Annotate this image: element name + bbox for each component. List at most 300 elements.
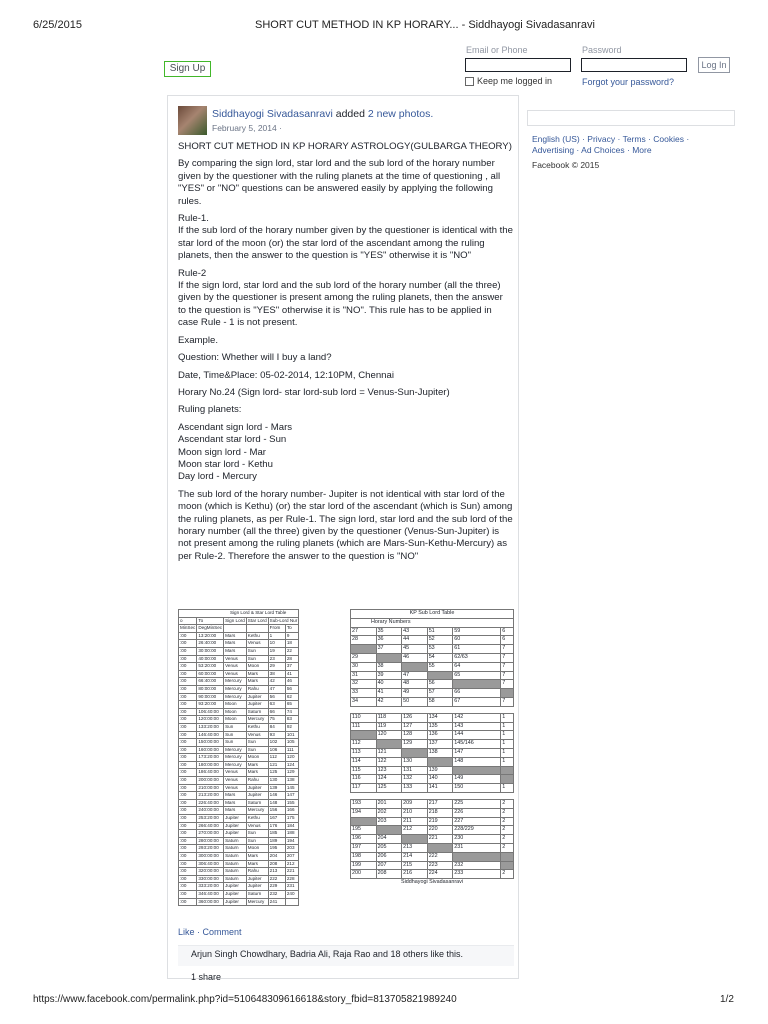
table-row	[179, 784, 299, 792]
table-cell: 58	[427, 697, 453, 706]
table-cell: 185	[268, 830, 285, 838]
table-cell: 204	[376, 835, 402, 844]
table-cell: Mars	[224, 807, 247, 815]
table-row	[351, 680, 514, 689]
table-cell: 147	[453, 748, 501, 757]
forgot-password-link[interactable]: Forgot your password?	[582, 77, 675, 87]
table-cell	[501, 706, 514, 713]
table-cell: 226:40:00	[197, 799, 224, 807]
table-cell: 123	[376, 766, 402, 775]
table-cell: Saturn	[224, 875, 247, 883]
table-cell: 56	[285, 685, 298, 693]
table-cell: 1	[501, 740, 514, 749]
table-cell	[453, 792, 501, 799]
table-cell: 150:00:00	[197, 739, 224, 747]
table-cell: Jupiter	[224, 830, 247, 838]
share-count[interactable]: 1 share	[191, 972, 222, 982]
table-cell: Mars	[246, 769, 268, 777]
table-row	[351, 653, 514, 662]
post-date[interactable]: February 5, 2014 ·	[212, 123, 282, 133]
table-cell: :00	[179, 853, 197, 861]
table-cell: 60	[453, 636, 501, 645]
table-cell: 30:00:00	[197, 647, 224, 655]
table-cell: 37	[285, 663, 298, 671]
table-cell: Mars	[224, 632, 247, 640]
table-cell: 62	[285, 693, 298, 701]
table-cell: 209	[402, 799, 428, 808]
table-cell: 33	[351, 689, 377, 698]
table-cell: 233	[453, 870, 501, 879]
table-cell: 220	[427, 826, 453, 835]
table-cell: 213	[268, 868, 285, 876]
table-cell: 40:00:00	[197, 655, 224, 663]
table-row	[179, 837, 299, 845]
table-row	[351, 870, 514, 879]
table-cell: :00	[179, 701, 197, 709]
table-cell: 59	[453, 627, 501, 636]
table-row	[179, 875, 299, 883]
table-cell: 270:00:00	[197, 830, 224, 838]
table-cell: 1	[501, 748, 514, 757]
post-header	[212, 108, 433, 120]
table-cell: 2	[501, 799, 514, 808]
table-cell: 232	[268, 890, 285, 898]
table-title-row	[351, 610, 514, 619]
table-cell: 228	[285, 875, 298, 883]
table-cell: 193	[351, 799, 377, 808]
table-cell: :00	[179, 769, 197, 777]
table-cell: 41	[376, 689, 402, 698]
table-row	[351, 740, 514, 749]
table-cell: 208	[268, 860, 285, 868]
table-cell: 9	[285, 632, 298, 640]
table-cell: 40	[376, 680, 402, 689]
table-cell: 198	[351, 852, 377, 861]
table-cell: 29	[351, 653, 377, 662]
table-cell: :00	[179, 822, 197, 830]
print-title: SHORT CUT METHOD IN KP HORARY... - Siddhayogi Sivadasanravi	[255, 19, 595, 31]
table-cell: 7	[501, 680, 514, 689]
footer-link-more[interactable]: More	[632, 145, 652, 155]
table-cell: 28	[351, 636, 377, 645]
table-cell: 137	[427, 740, 453, 749]
table-cell	[501, 792, 514, 799]
table-cell: 143	[453, 722, 501, 731]
table-cell: 30	[351, 662, 377, 671]
table-row	[179, 792, 299, 800]
table-row	[179, 830, 299, 838]
table-cell: 167	[268, 815, 285, 823]
table-cell: 116	[351, 775, 377, 784]
table-cell: 166	[285, 807, 298, 815]
footer-links: English (US) · Privacy · Terms · Cookies · Advertising · Ad Choices · More Facebook © 2015	[532, 134, 732, 171]
table-cell: :00	[179, 655, 197, 663]
table-cell: Kethu	[246, 723, 268, 731]
footer-link-privacy[interactable]: Privacy	[587, 134, 616, 144]
table-cell: 360:00:00	[197, 898, 224, 906]
table-cell: :00	[179, 731, 197, 739]
table-header-cell	[246, 625, 268, 633]
table-cell: Jupiter	[224, 898, 247, 906]
table-cell: 280:00:00	[197, 837, 224, 845]
table-cell: 117	[351, 784, 377, 793]
table-cell: 222	[268, 875, 285, 883]
table-cell	[427, 843, 453, 852]
question-text: Question: Whether will I buy a land?	[178, 352, 332, 364]
table-cell: 106	[268, 746, 285, 754]
table-cell: Venus	[246, 640, 268, 648]
table-cell: 120:00:00	[197, 716, 224, 724]
table-header-row	[179, 617, 299, 625]
table-cell: 74	[285, 708, 298, 716]
table-cell: 47	[268, 685, 285, 693]
table-row	[179, 739, 299, 747]
table-cell	[376, 826, 402, 835]
example-label: Example.	[178, 334, 218, 346]
table-cell	[351, 817, 377, 826]
table-cell: 38	[376, 662, 402, 671]
table-cell: 66	[453, 689, 501, 698]
table-watermark-row	[351, 879, 514, 887]
table-cell: 232	[453, 861, 501, 870]
table-cell: 2	[501, 835, 514, 844]
table-cell: 62/63	[453, 653, 501, 662]
table-row	[179, 754, 299, 762]
table-cell: 221	[427, 835, 453, 844]
table-row	[351, 706, 514, 713]
sign-lord-table	[178, 609, 299, 906]
table-cell: 128	[402, 731, 428, 740]
table-cell: 222	[427, 852, 453, 861]
table-cell: 18	[285, 640, 298, 648]
table-cell: Saturn	[224, 868, 247, 876]
table-cell: 31	[351, 671, 377, 680]
table-cell: 160:00:00	[197, 746, 224, 754]
table-cell: 43	[402, 627, 428, 636]
table-row	[351, 645, 514, 654]
post-photo-sign-lord-table[interactable]	[178, 609, 348, 921]
table-row	[351, 775, 514, 784]
table-cell: 253:20:00	[197, 815, 224, 823]
table-cell: :00	[179, 799, 197, 807]
table-cell: 148	[268, 799, 285, 807]
table-cell: 212	[285, 860, 298, 868]
ruling-list	[178, 422, 513, 484]
table-cell: 141	[427, 784, 453, 793]
table-cell: 39	[376, 671, 402, 680]
table-row	[179, 708, 299, 716]
table-cell: 134	[427, 713, 453, 722]
table-cell: Sun	[224, 723, 247, 731]
table-cell: 138	[285, 777, 298, 785]
table-cell: 127	[402, 722, 428, 731]
table-cell: Saturn	[224, 837, 247, 845]
table-cell	[285, 898, 298, 906]
table-cell: 65	[453, 671, 501, 680]
table-header-cell: MinSec	[179, 625, 197, 633]
table-cell: 206	[376, 852, 402, 861]
table-cell: Venus	[224, 655, 247, 663]
table-cell	[402, 835, 428, 844]
table-cell: 219	[427, 817, 453, 826]
table-cell: :00	[179, 716, 197, 724]
table-cell: 2	[501, 817, 514, 826]
table-cell: 120	[285, 754, 298, 762]
avatar[interactable]	[178, 106, 207, 135]
table-cell: 226	[453, 808, 501, 817]
table-row	[179, 898, 299, 906]
table-cell: 223	[427, 861, 453, 870]
password-input[interactable]	[581, 58, 687, 72]
table-title: Sign Lord & Star Lord Table	[179, 610, 299, 618]
sidebar-box	[527, 110, 735, 126]
print-date: 6/25/2015	[33, 19, 82, 31]
table-cell: Jupiter	[246, 792, 268, 800]
table-cell: Venus	[224, 670, 247, 678]
table-cell: :00	[179, 860, 197, 868]
table-cell: 2	[501, 870, 514, 879]
table-cell: 149	[453, 775, 501, 784]
footer-link-advertising[interactable]: Advertising	[532, 145, 575, 155]
table-cell: Jupiter	[246, 883, 268, 891]
table-cell: :00	[179, 898, 197, 906]
table-cell: Mars	[224, 640, 247, 648]
post-author-link[interactable]: Siddhayogi Sivadasanravi	[212, 108, 333, 120]
table-cell: Rahu	[246, 868, 268, 876]
table-cell: 56	[427, 680, 453, 689]
table-cell: 197	[351, 843, 377, 852]
table-row	[179, 853, 299, 861]
table-cell: 6	[501, 627, 514, 636]
table-cell: 195	[268, 845, 285, 853]
table-cell: Saturn	[246, 890, 268, 898]
table-cell: 148	[453, 757, 501, 766]
table-cell: 120	[376, 731, 402, 740]
table-cell: 102	[268, 739, 285, 747]
table-row	[179, 746, 299, 754]
table-cell: 130	[402, 757, 428, 766]
table-cell: Saturn	[246, 708, 268, 716]
table-cell: 227	[453, 817, 501, 826]
table-cell: Mars	[246, 761, 268, 769]
table-cell: 240	[285, 890, 298, 898]
table-cell	[453, 706, 501, 713]
table-cell: 56	[268, 693, 285, 701]
table-row	[351, 689, 514, 698]
table-cell: 125	[268, 769, 285, 777]
table-row	[351, 784, 514, 793]
table-cell	[501, 861, 514, 870]
print-page-number: 1/2	[720, 994, 734, 1005]
table-cell: 199	[351, 861, 377, 870]
table-cell: 54	[427, 653, 453, 662]
table-cell: Mercury	[246, 898, 268, 906]
table-cell: 60:00:00	[197, 670, 224, 678]
table-cell: 1	[268, 632, 285, 640]
table-cell: 210	[402, 808, 428, 817]
table-cell: 205	[376, 843, 402, 852]
table-cell: 46	[402, 653, 428, 662]
table-cell: 211	[402, 817, 428, 826]
table-cell: 320:00:00	[197, 868, 224, 876]
table-cell: Venus	[246, 731, 268, 739]
table-cell: 110	[351, 713, 377, 722]
like-link[interactable]: Like	[178, 927, 195, 937]
table-cell: Jupiter	[224, 883, 247, 891]
footer-link-ad-choices[interactable]: Ad Choices	[581, 145, 625, 155]
table-cell	[351, 731, 377, 740]
table-cell: 293:20:00	[197, 845, 224, 853]
table-cell: Mercury	[246, 807, 268, 815]
table-cell: Mars	[224, 647, 247, 655]
comment-link[interactable]: Comment	[202, 927, 242, 937]
email-input[interactable]	[465, 58, 571, 72]
table-row	[179, 647, 299, 655]
table-row	[179, 761, 299, 769]
table-cell: 63	[268, 701, 285, 709]
table-cell: 131	[402, 766, 428, 775]
table-cell: Moon	[224, 701, 247, 709]
print-url: https://www.facebook.com/permalink.php?id=510648309616618&story_fbid=813705821989240	[33, 994, 457, 1005]
table-cell: 28	[285, 655, 298, 663]
table-cell: 105	[285, 739, 298, 747]
table-watermark: Siddhayogi Sivadasanravi	[400, 879, 464, 886]
table-row	[351, 671, 514, 680]
signup-button[interactable]: Sign Up	[164, 61, 211, 77]
table-cell: Moon	[224, 708, 247, 716]
table-cell: 175	[285, 815, 298, 823]
table-row	[351, 808, 514, 817]
post-body	[178, 141, 513, 568]
table-cell: Sun	[246, 647, 268, 655]
table-cell: 145/146	[453, 740, 501, 749]
table-cell: Jupiter	[224, 815, 247, 823]
table-cell: 203	[376, 817, 402, 826]
footer-link-terms[interactable]: Terms	[622, 134, 646, 144]
table-cell: Sun	[246, 739, 268, 747]
table-cell: Jupiter	[246, 784, 268, 792]
kp-sub-lord-table	[350, 609, 514, 887]
table-cell	[376, 792, 402, 799]
table-cell: 1	[501, 784, 514, 793]
table-cell: Venus	[224, 769, 247, 777]
table-cell: 36	[376, 636, 402, 645]
table-cell: 132	[402, 775, 428, 784]
table-row	[179, 815, 299, 823]
post-photo-kp-sub-lord-table[interactable]	[350, 609, 514, 921]
table-cell: 38	[268, 670, 285, 678]
login-button[interactable]: Log In	[698, 57, 730, 73]
table-cell: :00	[179, 875, 197, 883]
email-label: Email or Phone	[466, 45, 528, 55]
table-cell: 208	[376, 870, 402, 879]
table-cell: 53:20:00	[197, 663, 224, 671]
post-action-text: added	[332, 108, 368, 120]
table-cell: 124	[376, 775, 402, 784]
table-cell: Moon	[224, 716, 247, 724]
table-cell: :00	[179, 815, 197, 823]
table-cell: :00	[179, 883, 197, 891]
keep-logged-in-checkbox[interactable]	[465, 76, 552, 86]
table-cell: Sun	[246, 837, 268, 845]
photos-link[interactable]: 2 new photos.	[367, 108, 434, 120]
table-cell: 101	[285, 731, 298, 739]
table-cell: 41	[285, 670, 298, 678]
table-row	[351, 799, 514, 808]
table-cell: 147	[285, 792, 298, 800]
likes-summary[interactable]: Arjun Singh Chowdhary, Badria Ali, Raja Rao and 18 others like this.	[191, 949, 463, 959]
table-cell: 231	[453, 843, 501, 852]
table-cell: 218	[427, 808, 453, 817]
table-cell	[376, 653, 402, 662]
horary-text: Horary No.24 (Sign lord- star lord-sub lord = Venus-Sun-Jupiter)	[178, 386, 450, 398]
table-cell: 204	[268, 853, 285, 861]
table-header-cell: DegMinSec	[197, 625, 224, 633]
table-cell: 217	[427, 799, 453, 808]
table-cell: 231	[285, 883, 298, 891]
table-cell: 180:00:00	[197, 761, 224, 769]
table-cell: 61	[453, 645, 501, 654]
footer-link-cookies[interactable]: Cookies	[653, 134, 684, 144]
table-cell	[453, 766, 501, 775]
table-header-cell: To	[197, 617, 224, 625]
table-cell: :00	[179, 830, 197, 838]
table-cell: Jupiter	[246, 875, 268, 883]
footer-link-language[interactable]: English (US)	[532, 134, 580, 144]
checkbox-icon[interactable]	[465, 77, 474, 86]
table-cell: 119	[376, 722, 402, 731]
table-cell: Mercury	[224, 685, 247, 693]
table-cell: Sun	[246, 830, 268, 838]
table-cell: Jupiter	[246, 701, 268, 709]
table-cell: 52	[427, 636, 453, 645]
table-cell: 129	[402, 740, 428, 749]
table-row	[179, 663, 299, 671]
table-cell: 240:00:00	[197, 807, 224, 815]
table-row	[351, 627, 514, 636]
rule2-text: If the sign lord, star lord and the sub lord of the horary number (all the three) given by the questioner is present among the ruling planets, then the answer to the question is "YES" otherwise it is "NO". This rule has to be applied in case Rule - 1 is not present.	[178, 280, 503, 329]
table-cell: 129	[285, 769, 298, 777]
date-time-place: Date, Time&Place: 05-02-2014, 12:10PM, Chennai	[178, 369, 394, 381]
table-cell: 221	[285, 868, 298, 876]
table-cell: Kethu	[246, 815, 268, 823]
table-row	[179, 868, 299, 876]
table-row	[351, 697, 514, 706]
table-cell: 189	[268, 837, 285, 845]
table-cell: Rahu	[246, 685, 268, 693]
table-cell: 212	[402, 826, 428, 835]
table-cell: 106:40:00	[197, 708, 224, 716]
table-row	[179, 890, 299, 898]
table-cell: Sun	[246, 746, 268, 754]
table-cell: :00	[179, 678, 197, 686]
table-cell	[501, 766, 514, 775]
table-cell: Mercury	[224, 678, 247, 686]
rule1-text: If the sub lord of the horary number given by the questioner is identical with the star lord of the moon (or) the star lord of the ascendant among the ruling planets, then the answer to the question is "YES" otherwise it is "NO"	[178, 225, 513, 262]
table-cell	[376, 706, 402, 713]
table-cell: Mars	[224, 799, 247, 807]
table-cell	[402, 792, 428, 799]
table-cell: 225	[453, 799, 501, 808]
table-cell: 216	[402, 870, 428, 879]
table-cell: Saturn	[224, 853, 247, 861]
table-cell: 2	[501, 826, 514, 835]
table-header-cell: Star Lord	[246, 617, 268, 625]
table-cell: :00	[179, 807, 197, 815]
table-cell: 150	[453, 784, 501, 793]
table-cell: 65	[285, 701, 298, 709]
table-row	[179, 883, 299, 891]
